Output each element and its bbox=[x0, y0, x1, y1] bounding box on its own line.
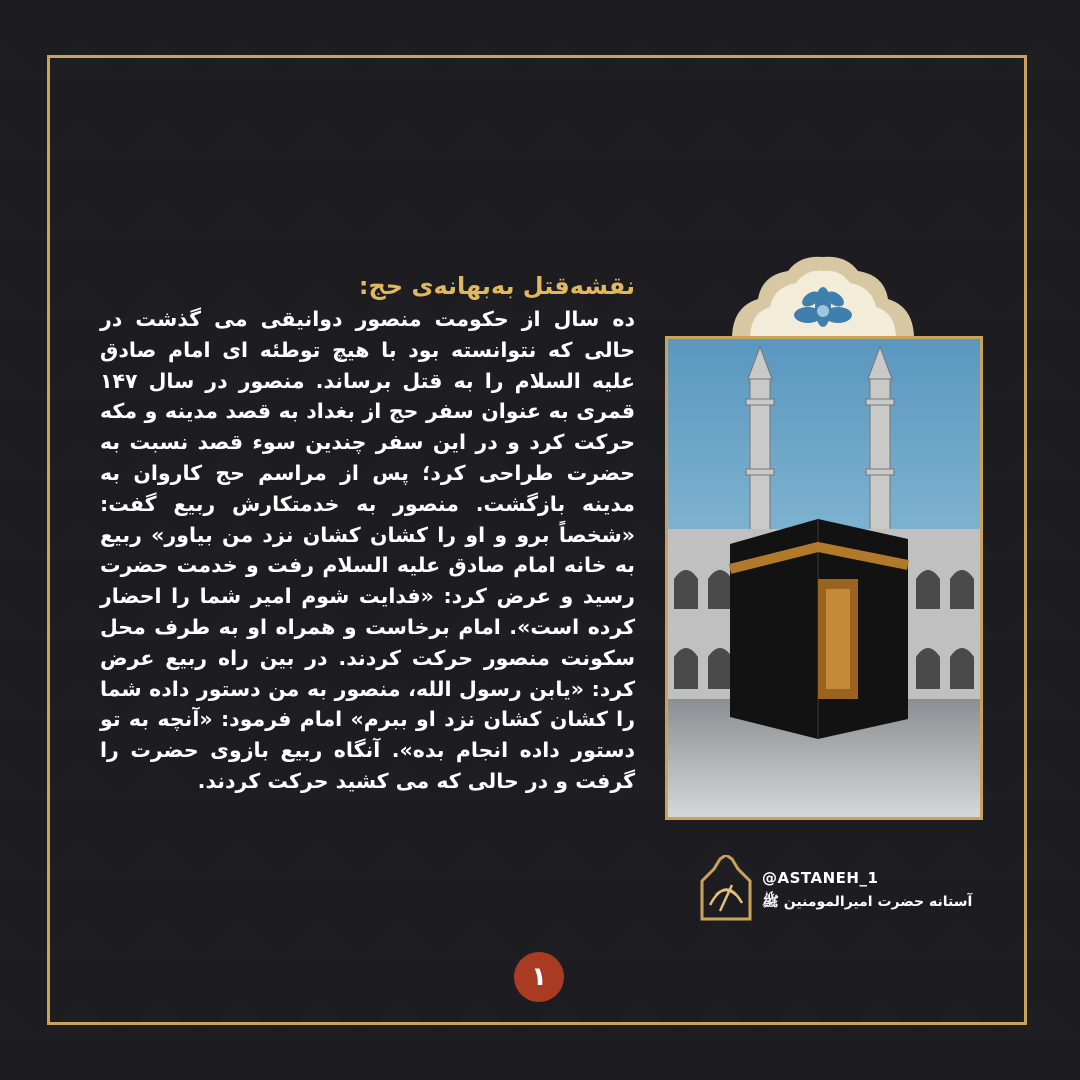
kaaba-painting bbox=[665, 336, 983, 820]
brand-name: آستانه حضرت امیرالمومنین ﷺ bbox=[762, 894, 973, 910]
kaaba-illustration-icon bbox=[668, 339, 980, 817]
arch-ornament-icon bbox=[728, 255, 918, 339]
brand-block bbox=[696, 855, 996, 925]
calligraphy-logo-icon bbox=[696, 855, 756, 921]
brand-handle[interactable]: @ASTANEH_1 bbox=[762, 869, 879, 887]
article-text bbox=[100, 270, 635, 797]
article-title: نقشه‌قتل به‌بهانه‌ی حج: bbox=[358, 272, 635, 300]
article-body: ده سال از حکومت منصور دوانیقی می گذشت در حالی که نتوانسته بود با هیچ توطئه ای امام صادق علیه السلام را به قتل برساند. منصور در سال ۱۴۷ قمری به عنوان سفر حج از بغداد به قصد مدینه و مکه حرکت کرد و در این سفر چندین سوء قصد نسبت به حضرت طراحی کرد؛ پس از مراسم حج کاروان به مدینه بازگشت. منصور به خدمتکارش ربیع گفت: «شخصاً برو و او را کشان کشان نزد من بیاور» ربیع به خانه امام صادق علیه السلام رفت و خدمت حضرت رسید و عرض کرد: «فدایت شوم امیر شما را احضار کرده است». امام برخاست و همراه او به طرف محل سکونت منصور حرکت کردند. در بین راه ربیع عرض کرد: «یابن رسول الله، منصور به من دستور داده شما را کشان کشان نزد او ببرم» امام فرمود: «آنچه به تو دستور داده انجام بده». آنگاه ربیع بازوی حضرت را گرفت و در حالی که می کشید حرکت کردند. bbox=[100, 307, 635, 793]
page-number-badge: ۱ bbox=[514, 952, 564, 1002]
